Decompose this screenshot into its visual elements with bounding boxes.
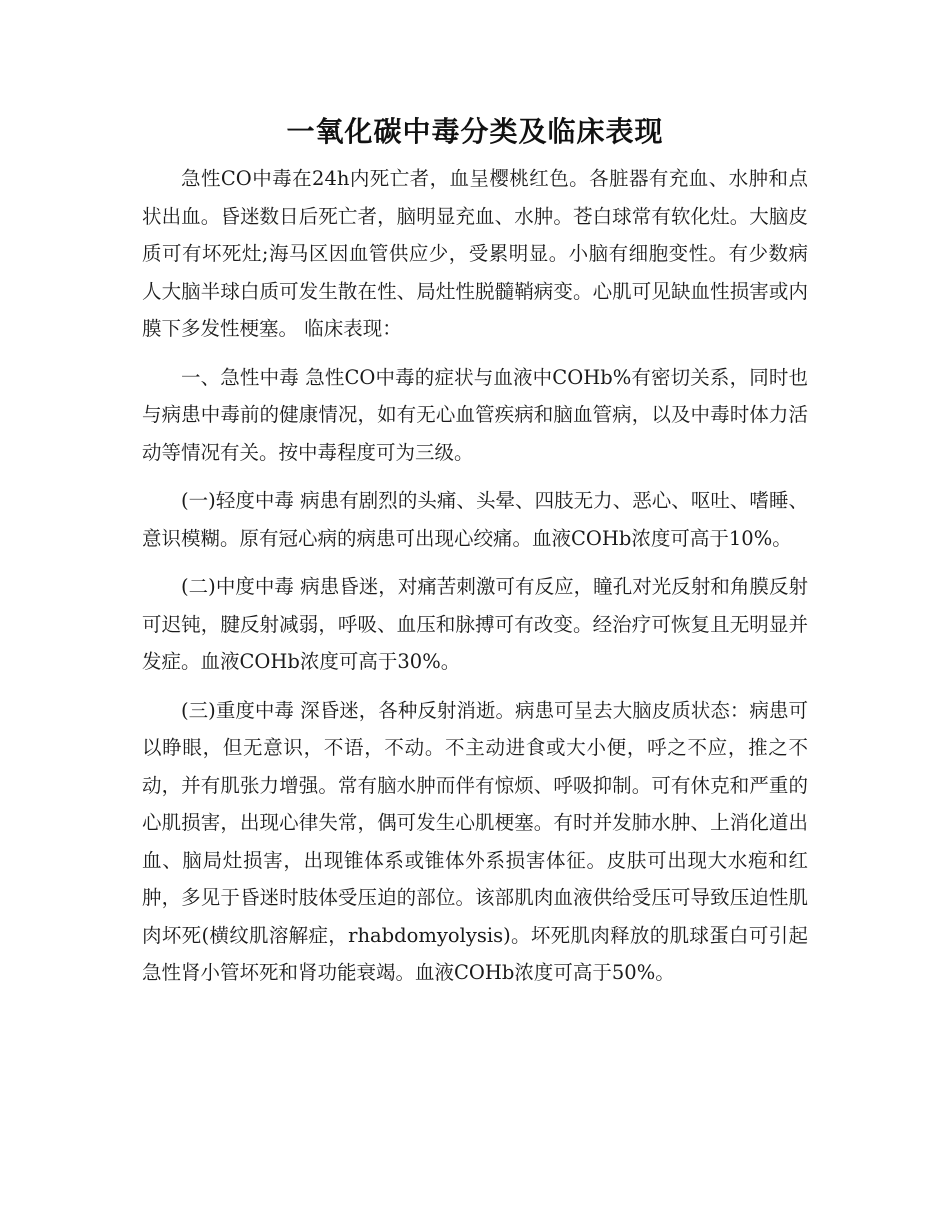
paragraph-mild-poisoning: (一)轻度中毒 病患有剧烈的头痛、头晕、四肢无力、恶心、呕吐、嗜睡、意识模糊。原有冠心病的病患可出现心绞痛。血液COHb浓度可高于10%。 [142,489,808,550]
paragraph-acute-poisoning: 一、急性中毒 急性CO中毒的症状与血液中COHb%有密切关系，同时也与病患中毒前的健康情况，如有无心血管疾病和脑血管病，以及中毒时体力活动等情况有关。按中毒程度可为三级。 [142,365,808,464]
paragraph-severe-poisoning: (三)重度中毒 深昏迷，各种反射消逝。病患可呈去大脑皮质状态：病患可以睁眼，但无意识，不语，不动。不主动进食或大小便，呼之不应，推之不动，并有肌张力增强。常有脑水肿而伴有惊烦、呼吸抑制。可有休克和严重的心肌损害，出现心律失常，偶可发生心肌梗塞。有时并发肺水肿、上消化道出血、脑局灶损害，出现锥体系或锥体外系损害体征。皮肤可出现大水疱和红肿，多见于昏迷时肢体受压迫的部位。该部肌肉血液供给受压可导致压迫性肌肉坏死(横纹肌溶解症，rhabdomyolysis)。坏死肌肉释放的肌球蛋白可引起急性肾小管坏死和肾功能衰竭。血液COHb浓度可高于50%。 [142,698,808,984]
paragraph-moderate-poisoning: (二)中度中毒 病患昏迷，对痛苦刺激可有反应，瞳孔对光反射和角膜反射可迟钝，腱反射减弱，呼吸、血压和脉搏可有改变。经治疗可恢复且无明显并发症。血液COHb浓度可高于30%。 [142,575,808,673]
paragraph-pathology: 急性CO中毒在24h内死亡者，血呈樱桃红色。各脏器有充血、水肿和点状出血。昏迷数日后死亡者，脑明显充血、水肿。苍白球常有软化灶。大脑皮质可有坏死灶;海马区因血管供应少，受累明显。小脑有细胞变性。有少数病人大脑半球白质可发生散在性、局灶性脱髓鞘病变。心肌可见缺血性损害或内膜下多发性梗塞。 临床表现： [142,167,808,340]
page-title: 一氧化碳中毒分类及临床表现 [286,115,664,148]
document-body [142,160,808,1003]
